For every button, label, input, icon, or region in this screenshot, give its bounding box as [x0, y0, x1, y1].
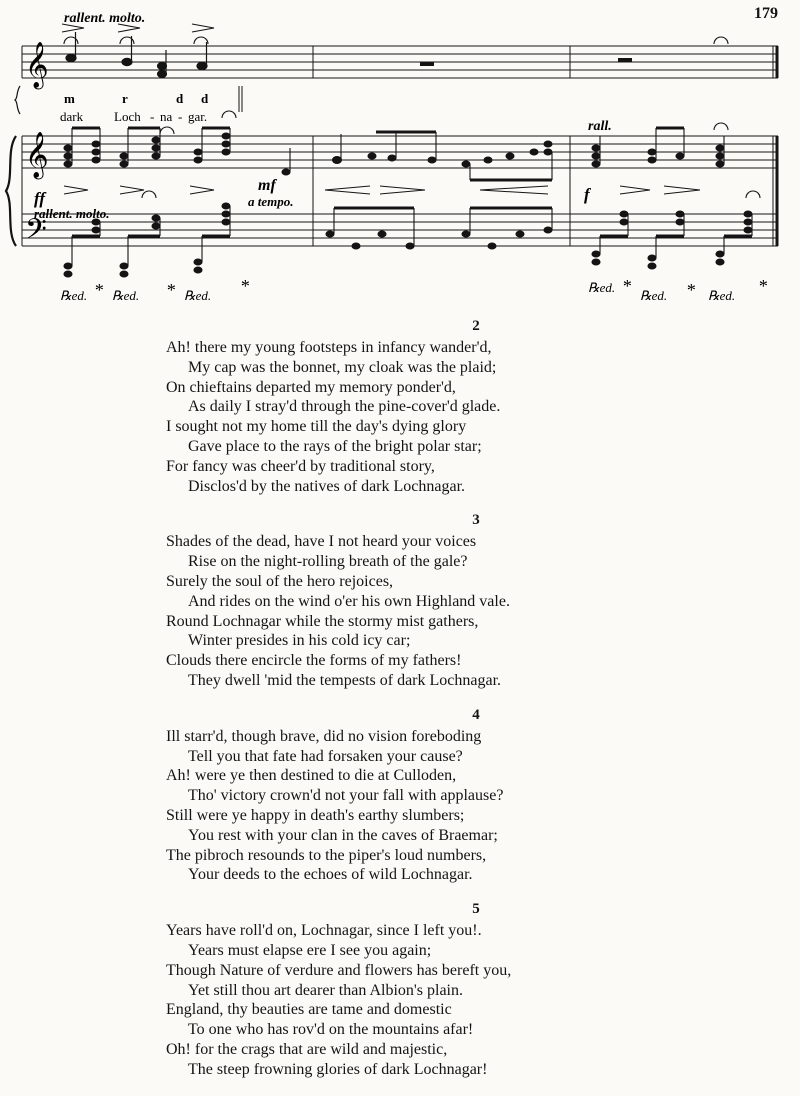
svg-text:℞ed.: ℞ed.: [184, 288, 212, 303]
page-number: 179: [754, 5, 778, 22]
verse-line: I sought not my home till the day's dying glory: [166, 418, 467, 436]
svg-text:*: *: [622, 276, 631, 296]
treble-clef-icon: 𝄞: [25, 42, 49, 87]
verse-line: Clouds there encircle the forms of my fathers!: [166, 652, 462, 670]
verse-line: The pibroch resounds to the piper's loud numbers,: [166, 846, 487, 864]
svg-text:m: m: [64, 91, 75, 106]
verse-number: 3: [472, 512, 480, 529]
verses-section: [166, 318, 766, 1096]
music-score: [0, 0, 800, 310]
verse: [166, 901, 766, 1079]
svg-text:Loch: Loch: [114, 109, 141, 124]
verse-line: You rest with your clan in the caves of Braemar;: [188, 826, 498, 844]
svg-text:-: -: [150, 109, 155, 124]
verse-line: Ah! were ye then destined to die at Culloden,: [166, 767, 457, 785]
verse-line: England, thy beauties are tame and domestic: [166, 1001, 452, 1019]
verse-line: Disclos'd by the natives of dark Lochnagar.: [188, 477, 466, 495]
dynamic-mf: mf: [258, 177, 276, 194]
svg-text:*: *: [166, 280, 175, 300]
verse-line: On chieftains departed my memory ponder'd,: [166, 378, 456, 396]
verse-line: Though Nature of verdure and flowers has bereft you,: [166, 961, 512, 979]
verse: [166, 707, 766, 885]
verse-line: My cap was the bonnet, my cloak was the plaid;: [188, 358, 497, 376]
verse-line: Years have roll'd on, Lochnagar, since I left you!.: [166, 922, 482, 940]
svg-text:*: *: [94, 280, 103, 300]
svg-text:℞ed.: ℞ed.: [112, 288, 140, 303]
solfa-line: [64, 91, 209, 106]
verse-line: Shades of the dead, have I not heard your voices: [166, 533, 477, 551]
verse-line: Oh! for the crags that are wild and majestic,: [166, 1040, 448, 1058]
bass-clef-icon: 𝄢: [25, 215, 47, 252]
verse-line: Years must elapse ere I see you again;: [188, 941, 432, 959]
verse-line: As daily I stray'd through the pine-cover'd glade.: [188, 398, 501, 416]
verse-line: Round Lochnagar while the stormy mist gathers,: [166, 612, 479, 630]
verse-line: And rides on the wind o'er his own Highland vale.: [188, 592, 510, 610]
piano-treble-staff: [22, 136, 778, 168]
lyrics-line: [60, 109, 207, 124]
verse-line: Tho' victory crown'd not your fall with applause?: [188, 787, 504, 805]
verse-line: Your deeds to the echoes of wild Lochnagar.: [188, 866, 473, 884]
verse-line: Tell you that fate had forsaken your cause?: [188, 747, 463, 765]
a-tempo-marking: a tempo.: [248, 194, 294, 209]
rall-marking: rall.: [588, 119, 612, 134]
svg-text:℞ed.: ℞ed.: [708, 288, 736, 303]
verse-line: They dwell 'mid the tempests of dark Lochnagar.: [188, 671, 502, 689]
svg-text:-: -: [178, 109, 183, 124]
verse-line: Ill starr'd, though brave, did no vision foreboding: [166, 727, 482, 745]
svg-text:*: *: [686, 280, 695, 300]
svg-text:gar.: gar.: [188, 109, 208, 124]
verse-number: 2: [472, 318, 480, 334]
verse-number: 4: [472, 706, 480, 723]
verse-line: Still were ye happy in death's earthy slumbers;: [166, 806, 465, 824]
vocal-staff: [22, 46, 778, 78]
verse-line: Gave place to the rays of the bright polar star;: [188, 437, 482, 455]
svg-text:℞ed.: ℞ed.: [588, 280, 616, 295]
rallent-molto-marking: rallent. molto.: [34, 206, 110, 221]
treble-clef-icon: 𝄞: [25, 132, 49, 177]
verse-line: Yet still thou art dearer than Albion's plain.: [188, 981, 463, 999]
verse-number: 5: [472, 901, 480, 918]
vocal-notes: [66, 32, 632, 77]
verse: [166, 512, 766, 690]
pedal-marks: [60, 276, 767, 303]
verse-line: Winter presides in his cold icy car;: [188, 632, 411, 650]
piano-bass-staff: [22, 214, 778, 246]
verse: [166, 318, 766, 496]
svg-text:℞ed.: ℞ed.: [640, 288, 668, 303]
verse-line: Ah! there my young footsteps in infancy wander'd,: [166, 339, 492, 356]
svg-text:d: d: [176, 91, 184, 106]
dynamic-ff: ff: [34, 189, 46, 208]
vocal-tempo-direction: rallent. molto.: [64, 11, 146, 26]
svg-text:na: na: [160, 109, 173, 124]
svg-text:dark: dark: [60, 109, 84, 124]
verse-line: To one who has rov'd on the mountains afar!: [188, 1021, 474, 1039]
verse-line: For fancy was cheer'd by traditional story,: [166, 457, 435, 475]
verse-line: The steep frowning glories of dark Lochnagar!: [188, 1060, 488, 1078]
svg-text:r: r: [122, 91, 128, 106]
svg-text:*: *: [758, 276, 767, 296]
verse-line: Rise on the night-rolling breath of the gale?: [188, 553, 468, 571]
verse-line: Surely the soul of the hero rejoices,: [166, 572, 394, 590]
svg-text:d: d: [201, 91, 209, 106]
dynamic-f: f: [584, 185, 590, 204]
svg-text:*: *: [240, 276, 249, 296]
svg-text:℞ed.: ℞ed.: [60, 288, 88, 303]
